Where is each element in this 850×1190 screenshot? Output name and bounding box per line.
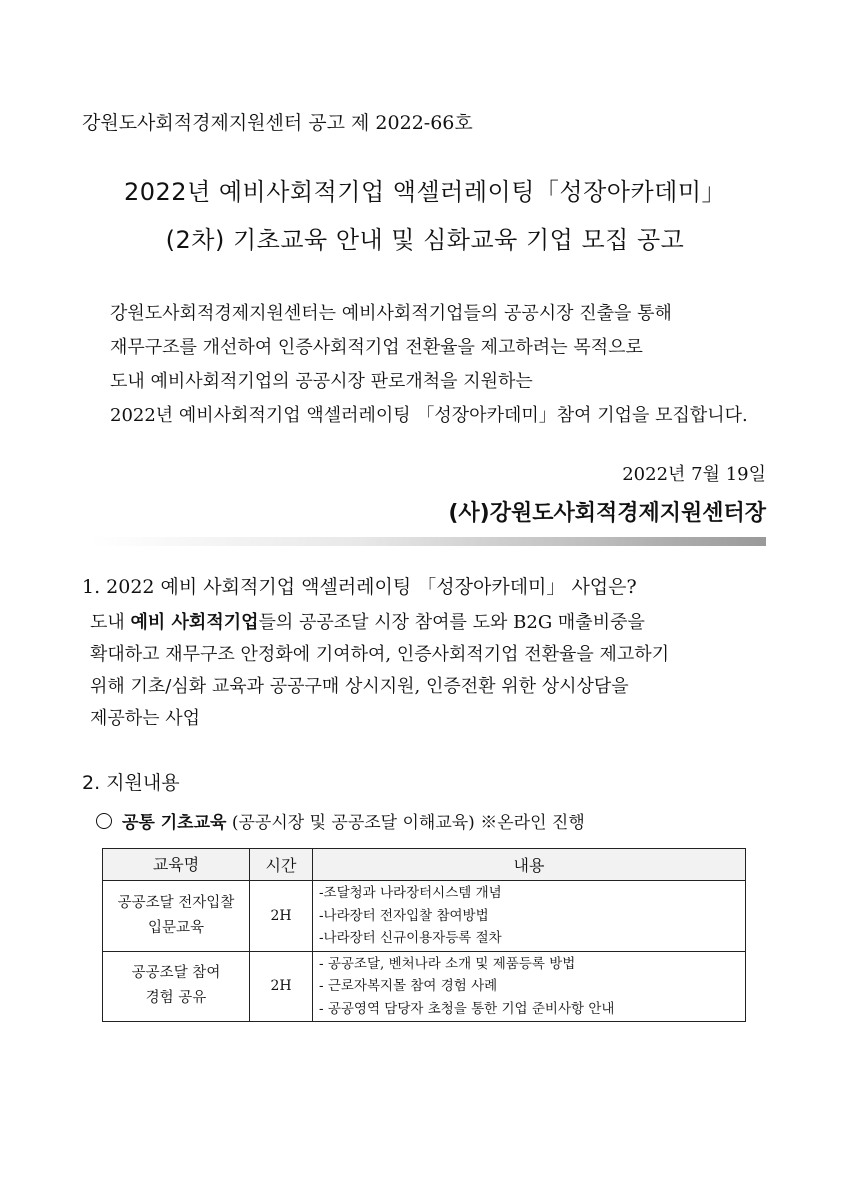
- section1-heading: 1. 2022 예비 사회적기업 액셀러레이팅 「성장아카데미」 사업은?: [82, 576, 637, 598]
- issuing-organization: (사)강원도사회적경제지원센터장: [448, 501, 766, 526]
- course-name-cell: [103, 951, 250, 1022]
- intro-line: 재무구조를 개선하여 인증사회적기업 전환율을 제고하려는 목적으로: [110, 337, 643, 358]
- announcement-title-line2: (2차) 기초교육 안내 및 심화교육 기업 모집 공고: [165, 226, 685, 254]
- section1-body: [90, 607, 790, 735]
- content-item: -조달청과 나라장터시스템 개념: [319, 885, 502, 901]
- content-item: - 공공조달, 벤처나라 소개 및 제품등록 방법: [319, 955, 576, 972]
- section1-body-line: [90, 607, 790, 639]
- intro-line: 도내 예비사회적기업의 공공시장 판로개척을 지원하는: [110, 371, 533, 392]
- table-row: [103, 951, 746, 1022]
- section2-bullet: [96, 808, 585, 833]
- bullet-bold-text: 공통 기초교육: [122, 813, 227, 833]
- section1-body-bold: 예비 사회적기업: [130, 612, 259, 633]
- course-name-line: 입문교육: [147, 919, 205, 936]
- section1-body-line: 위해 기초/심화 교육과 공공구매 상시지원, 인증전환 위한 상시상담을: [90, 676, 629, 697]
- intro-line: 강원도사회적경제지원센터는 예비사회적기업들의 공공시장 진출을 통해: [110, 303, 672, 324]
- course-content-cell: [313, 881, 746, 952]
- header-course-name: 교육명: [103, 849, 250, 881]
- section1-body-line: 확대하고 재무구조 안정화에 기여하여, 인증사회적기업 전환율을 제고하기: [90, 644, 670, 665]
- content-item: - 공공영역 담당자 초청을 통한 기업 준비사항 안내: [319, 1000, 615, 1017]
- table-header-row: [103, 849, 746, 881]
- course-time-cell: 2H: [250, 881, 313, 952]
- course-name-cell: [103, 881, 250, 952]
- section2-heading: 2. 지원내용: [82, 772, 180, 794]
- course-name-line: 공공조달 참여: [131, 965, 221, 982]
- section1-body-rest: 들의 공공조달 시장 참여를 도와 B2G 매출비중을: [258, 612, 645, 633]
- content-item: -나라장터 신규이용자등록 절차: [319, 930, 502, 946]
- intro-paragraph: [110, 297, 748, 433]
- section1-body-line: 제공하는 사업: [90, 708, 201, 729]
- bullet-rest-text: (공공시장 및 공공조달 이해교육) ※온라인 진행: [226, 813, 585, 833]
- circle-bullet-icon: [96, 813, 112, 829]
- course-name-line: 공공조달 전자입찰: [117, 894, 235, 911]
- announcement-title-line1: 2022년 예비사회적기업 액셀러레이팅「성장아카데미」: [123, 178, 726, 206]
- education-table: [102, 848, 746, 1022]
- intro-line: 2022년 예비사회적기업 액셀러레이팅 「성장아카데미」참여 기업을 모집합니다.: [110, 405, 748, 426]
- course-content-cell: [313, 951, 746, 1022]
- content-item: -나라장터 전자입찰 참여방법: [319, 907, 489, 924]
- section-divider: [90, 537, 766, 546]
- notice-number: 강원도사회적경제지원센터 공고 제 2022-66호: [82, 112, 473, 134]
- table-row: [103, 881, 746, 952]
- course-name-line: 경험 공유: [145, 990, 207, 1007]
- announcement-date: 2022년 7월 19일: [622, 464, 766, 485]
- course-time-cell: 2H: [250, 951, 313, 1022]
- header-time: 시간: [250, 849, 313, 881]
- header-content: 내용: [313, 849, 746, 881]
- content-item: - 근로자복지몰 참여 경험 사례: [319, 978, 498, 994]
- section1-body-prefix: 도내: [90, 612, 131, 633]
